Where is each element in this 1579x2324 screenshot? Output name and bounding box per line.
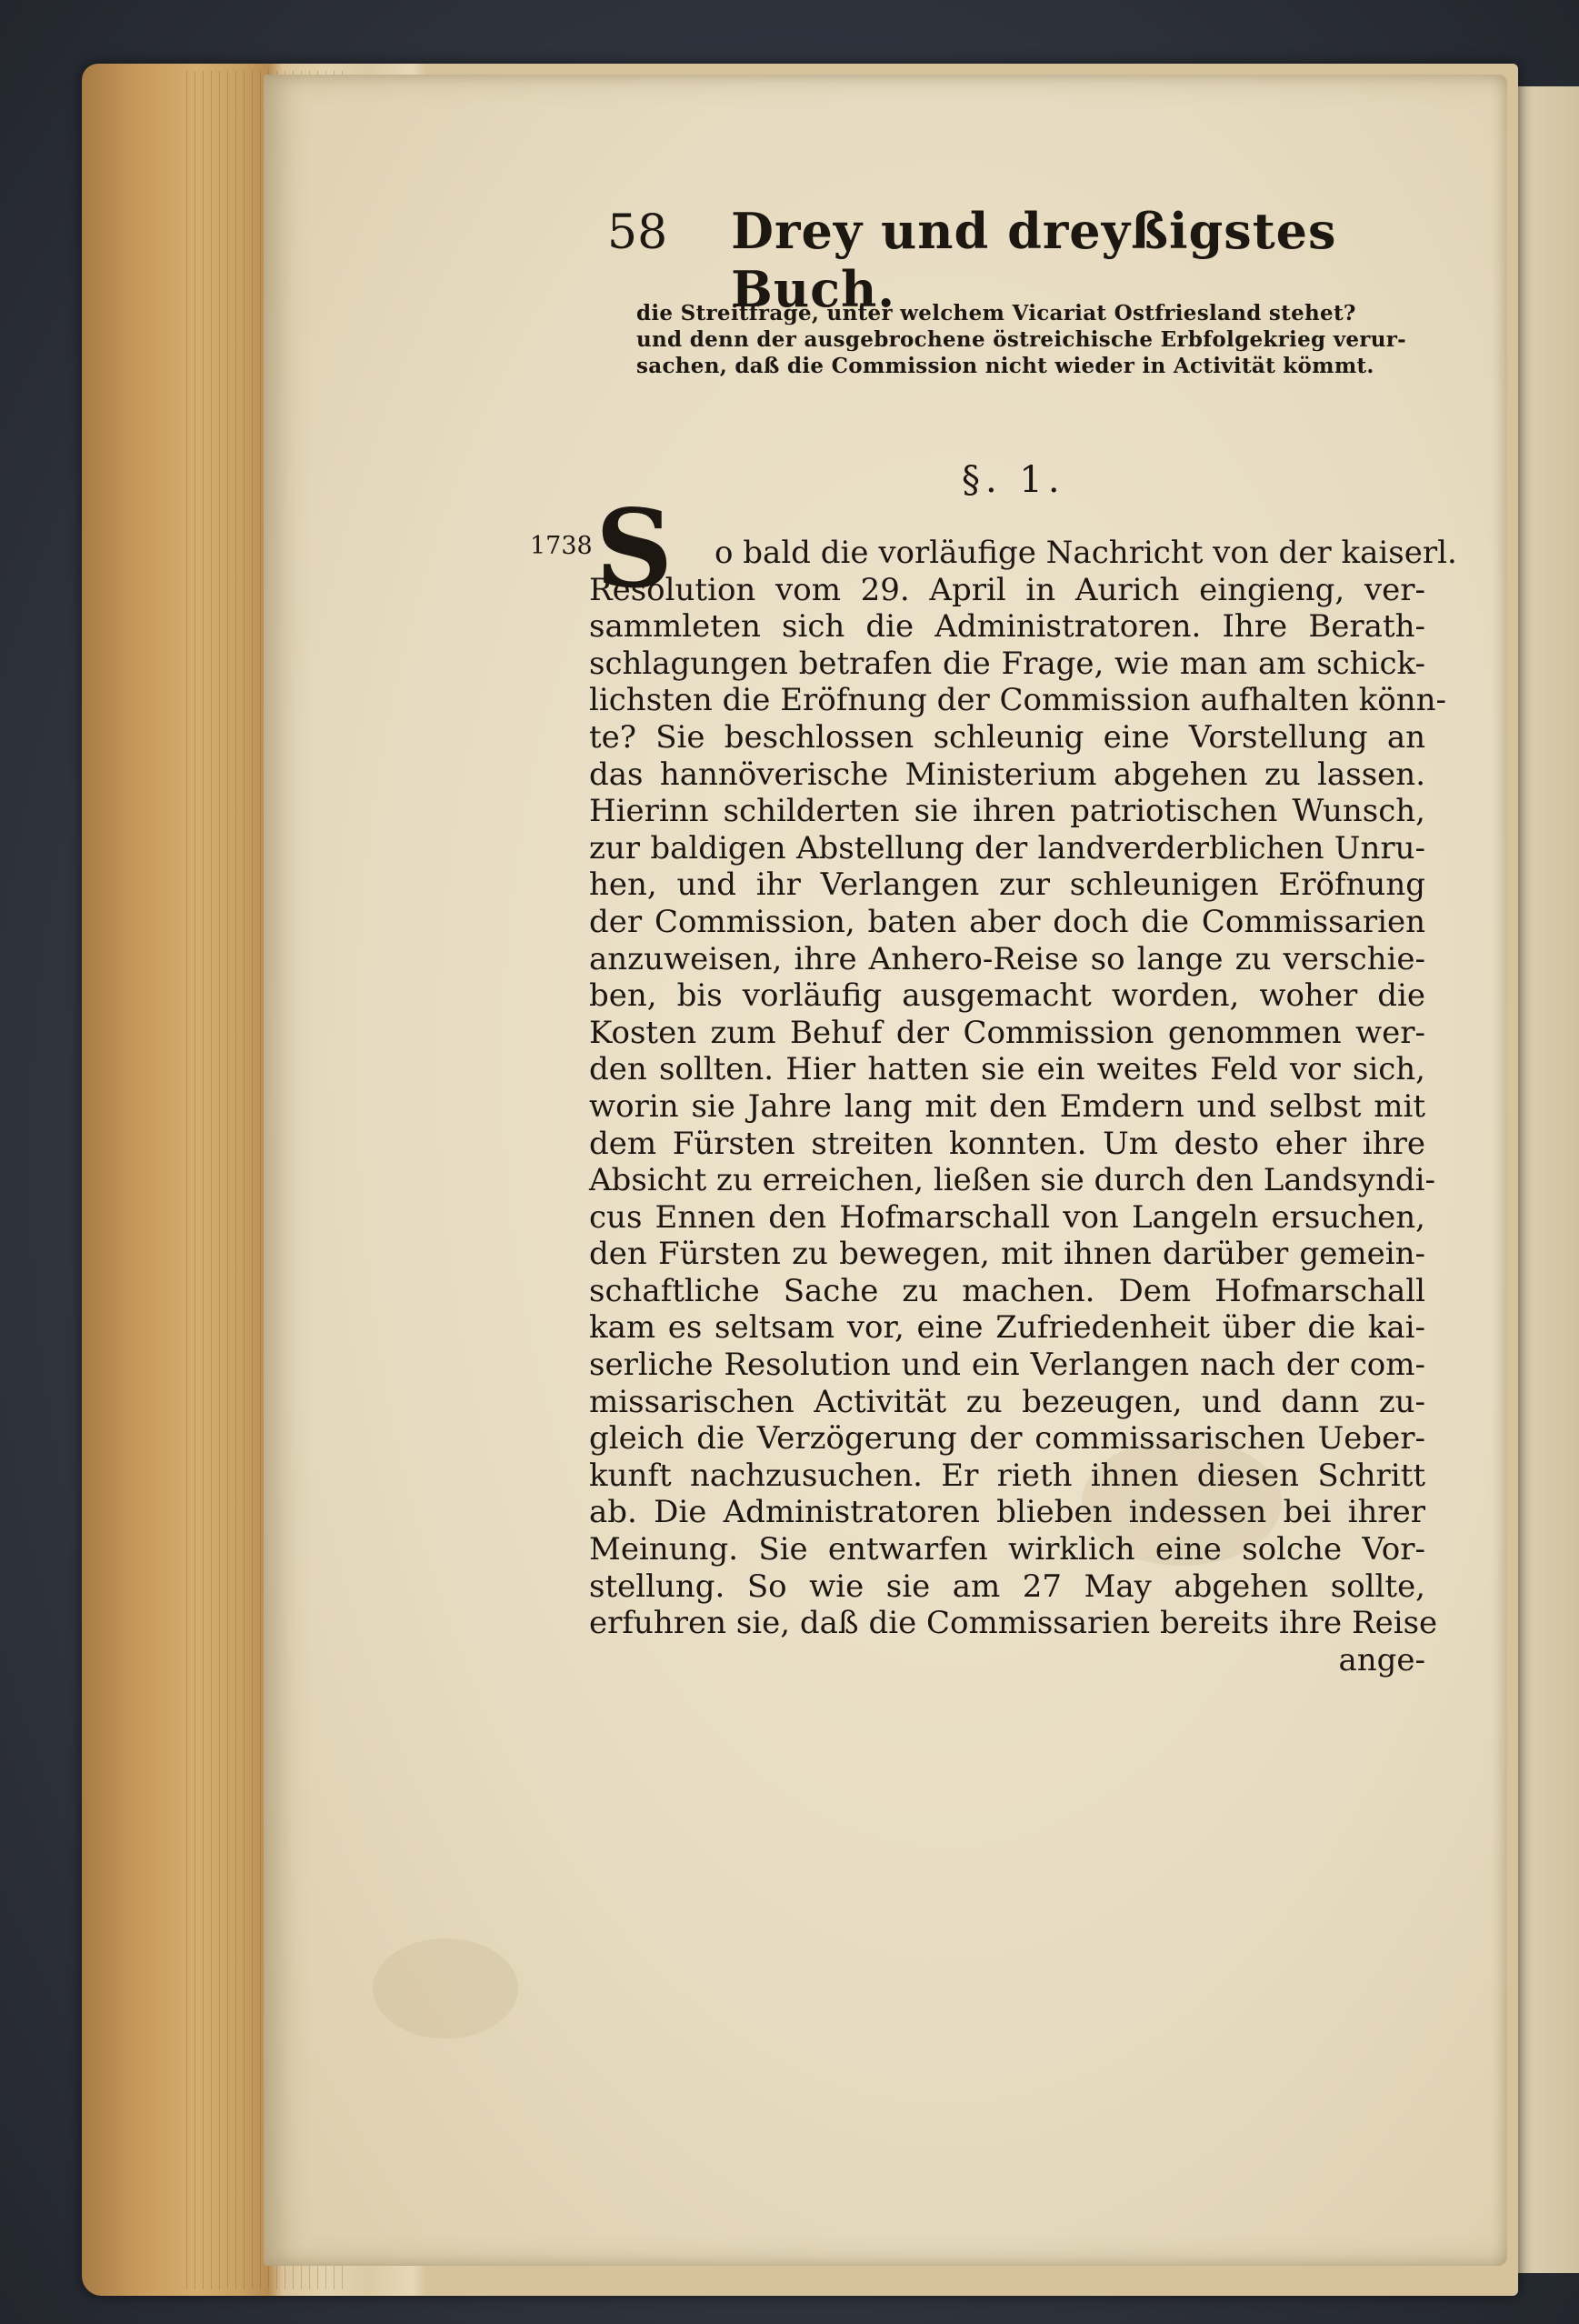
drop-cap: S	[595, 486, 674, 612]
text-line: o bald die vorläufige Nachricht von der kaiserl.	[715, 535, 1457, 571]
text-line: Resolution vom 29. April in Aurich eingieng, ver-	[589, 571, 1425, 608]
text-line: sammleten sich die Administratoren. Ihre Berath-	[589, 608, 1425, 646]
text-line: kunft nachzusuchen. Er rieth ihnen diesen Schritt	[589, 1457, 1425, 1494]
text-line: kam es seltsam vor, eine Zufriedenheit über die kai-	[589, 1309, 1425, 1347]
summary-line: die Streitfrage, unter welchem Vicariat Ostfriesland stehet?	[636, 301, 1356, 326]
text-line: Absicht zu erreichen, ließen sie durch den Landsyndi-	[589, 1162, 1435, 1199]
summary-line: sachen, daß die Commission nicht wieder in Activität kömmt.	[636, 354, 1374, 378]
text-line: lichsten die Eröfnung der Commission aufhalten könn-	[589, 682, 1446, 719]
body-text	[589, 535, 1457, 1678]
text-line: serliche Resolution und ein Verlangen nach der com-	[589, 1347, 1425, 1384]
paper-stain	[373, 1938, 518, 2039]
text-line: ben, bis vorläufig ausgemacht worden, woher die	[589, 977, 1425, 1015]
catchword: ange-	[1338, 1641, 1425, 1678]
page-number: 58	[607, 205, 668, 260]
text-line: das hannöverische Ministerium abgehen zu lassen.	[589, 756, 1425, 793]
text-line: stellung. So wie sie am 27 May abgehen sollte,	[589, 1568, 1425, 1605]
text-line: den Fürsten zu bewegen, mit ihnen darüber gemein-	[589, 1236, 1425, 1273]
summary-line: und denn der ausgebrochene östreichische Erbfolgekrieg verur-	[636, 327, 1407, 352]
text-line: cus Ennen den Hofmarschall von Langeln ersuchen,	[589, 1198, 1425, 1236]
text-line: der Commission, baten aber doch die Commissarien	[589, 903, 1425, 940]
text-line: dem Fürsten streiten konnten. Um desto eher ihre	[589, 1125, 1425, 1162]
text-line: ab. Die Administratoren blieben indessen bei ihrer	[589, 1494, 1425, 1531]
text-line: schaftliche Sache zu machen. Dem Hofmarschall	[589, 1272, 1425, 1309]
text-line: schlagungen betrafen die Frage, wie man am schick-	[589, 645, 1425, 682]
text-line: Hierinn schilderten sie ihren patriotischen Wunsch,	[589, 793, 1425, 830]
text-line: te? Sie beschlossen schleunig eine Vorstellung an	[589, 718, 1425, 756]
text-line: hen, und ihr Verlangen zur schleunigen Eröfnung	[589, 866, 1425, 904]
section-heading: §. 1.	[962, 459, 1065, 501]
text-line: Meinung. Sie entwarfen wirklich eine solche Vor-	[589, 1531, 1425, 1568]
text-line: gleich die Verzögerung der commissarischen Ueber-	[589, 1420, 1425, 1458]
text-line: Kosten zum Behuf der Commission genommen wer-	[589, 1014, 1425, 1051]
text-line: worin sie Jahre lang mit den Emdern und selbst mit	[589, 1087, 1425, 1125]
text-line: missarischen Activität zu bezeugen, und dann zu-	[589, 1383, 1425, 1420]
margin-year: 1738	[530, 532, 593, 560]
chapter-summary	[636, 300, 1454, 379]
text-line: den sollten. Hier hatten sie ein weites Feld vor sich,	[589, 1051, 1425, 1088]
text-line: erfuhren sie, daß die Commissarien bereits ihre Reise	[589, 1605, 1438, 1642]
text-line: anzuweisen, ihre Anhero-Reise so lange zu verschie-	[589, 940, 1425, 977]
text-line: zur baldigen Abstellung der landverderblichen Unru-	[589, 829, 1425, 866]
running-title: Drey und dreyßigstes Buch.	[731, 202, 1337, 318]
